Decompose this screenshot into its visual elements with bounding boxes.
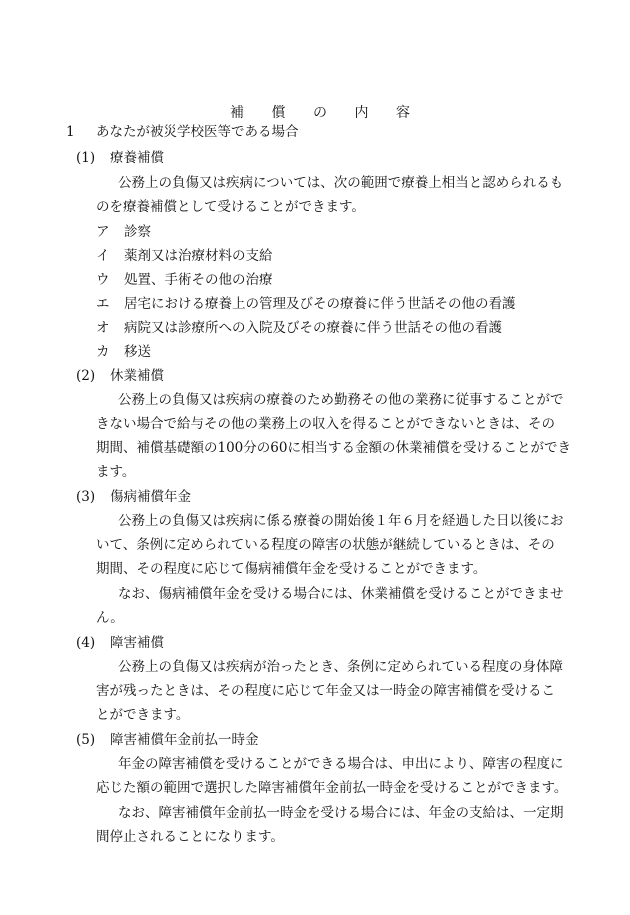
subsection-number: (2) xyxy=(76,368,96,384)
list-item xyxy=(96,346,151,360)
subsection-title: 休業補償 xyxy=(110,368,164,384)
list-item xyxy=(96,274,273,288)
list-item-text: 病院又は診療所への入院及びその療養に伴う世話その他の看護 xyxy=(124,320,502,336)
paragraph-line: のを療養補償として受けることができます。 xyxy=(96,199,365,215)
list-item xyxy=(96,250,273,264)
subsection-title: 療養補償 xyxy=(110,150,164,166)
paragraph-line: 公務上の負傷又は疾病に係る療養の開始後１年６月を経過した日以後にお xyxy=(118,513,564,529)
paragraph-line: ん。 xyxy=(96,610,124,626)
subsection-heading xyxy=(76,152,164,166)
paragraph-line: なお、傷病補償年金を受ける場合には、休業補償を受けることができませ xyxy=(118,586,564,602)
list-item-text: 処置、手術その他の治療 xyxy=(124,272,273,288)
paragraph-line: きない場合で給与その他の業務上の収入を得ることができないときは、その xyxy=(96,416,555,432)
paragraph-line: ます。 xyxy=(96,464,136,480)
paragraph-line: 応じた額の範囲で選択した障害補償年金前払一時金を受けることができます。 xyxy=(96,780,568,796)
subsection-number: (4) xyxy=(76,635,96,651)
paragraph-line: 公務上の負傷又は疾病については、次の範囲で療養上相当と認められるも xyxy=(118,175,564,191)
subsection-heading xyxy=(76,370,164,384)
title-char: 償 xyxy=(271,105,286,121)
subsection-number: (3) xyxy=(76,489,96,505)
subsection-title: 障害補償年金前払一時金 xyxy=(110,732,259,748)
paragraph-line: 害が残ったときは、その程度に応じて年金又は一時金の障害補償を受けるこ xyxy=(96,683,555,699)
title-char: 容 xyxy=(396,105,410,121)
list-item xyxy=(96,226,151,240)
subsection-number: (5) xyxy=(76,732,96,748)
list-item xyxy=(96,298,516,312)
list-marker: カ xyxy=(96,344,110,360)
paragraph-line: 期間、補償基礎額の100分の60に相当する金額の休業補償を受けることができ xyxy=(96,440,571,456)
list-marker: エ xyxy=(96,296,110,312)
list-item-text: 診察 xyxy=(124,224,151,240)
paragraph-line: 公務上の負傷又は疾病の療養のため勤務その他の業務に従事することがで xyxy=(118,392,564,408)
list-item xyxy=(96,322,502,336)
paragraph-line: 年金の障害補償を受けることができる場合は、申出により、障害の程度に xyxy=(118,756,564,772)
paragraph-line: 間停止されることになります。 xyxy=(96,829,284,845)
section-title: あなたが被災学校医等である場合 xyxy=(96,124,299,140)
section-number: 1 xyxy=(66,124,75,140)
paragraph-line: いて、条例に定められている程度の障害の状態が継続しているときは、その xyxy=(96,537,555,553)
subsection-title: 傷病補償年金 xyxy=(110,489,191,505)
list-item-text: 移送 xyxy=(124,344,151,360)
list-item-text: 居宅における療養上の管理及びその療養に伴う世話その他の看護 xyxy=(124,296,516,312)
list-marker: オ xyxy=(96,320,110,336)
subsection-number: (1) xyxy=(76,150,96,166)
list-marker: ア xyxy=(96,224,110,240)
list-marker: イ xyxy=(96,248,110,264)
paragraph-line: 期間、その程度に応じて傷病補償年金を受けることができます。 xyxy=(96,561,487,577)
list-marker: ウ xyxy=(96,272,110,288)
paragraph-line: とができます。 xyxy=(96,707,190,723)
subsection-heading xyxy=(76,491,191,505)
title-char: の xyxy=(313,105,327,121)
section-heading xyxy=(66,126,299,140)
subsection-heading xyxy=(76,734,259,748)
list-item-text: 薬剤又は治療材料の支給 xyxy=(124,248,273,264)
subsection-title: 障害補償 xyxy=(110,635,164,651)
title-char: 補 xyxy=(230,105,244,121)
title-char: 内 xyxy=(354,105,369,121)
page-title xyxy=(230,102,410,122)
subsection-heading xyxy=(76,637,164,651)
paragraph-line: なお、障害補償年金前払一時金を受ける場合には、年金の支給は、一定期 xyxy=(118,805,564,821)
paragraph-line: 公務上の負傷又は疾病が治ったとき、条例に定められている程度の身体障 xyxy=(118,659,563,675)
